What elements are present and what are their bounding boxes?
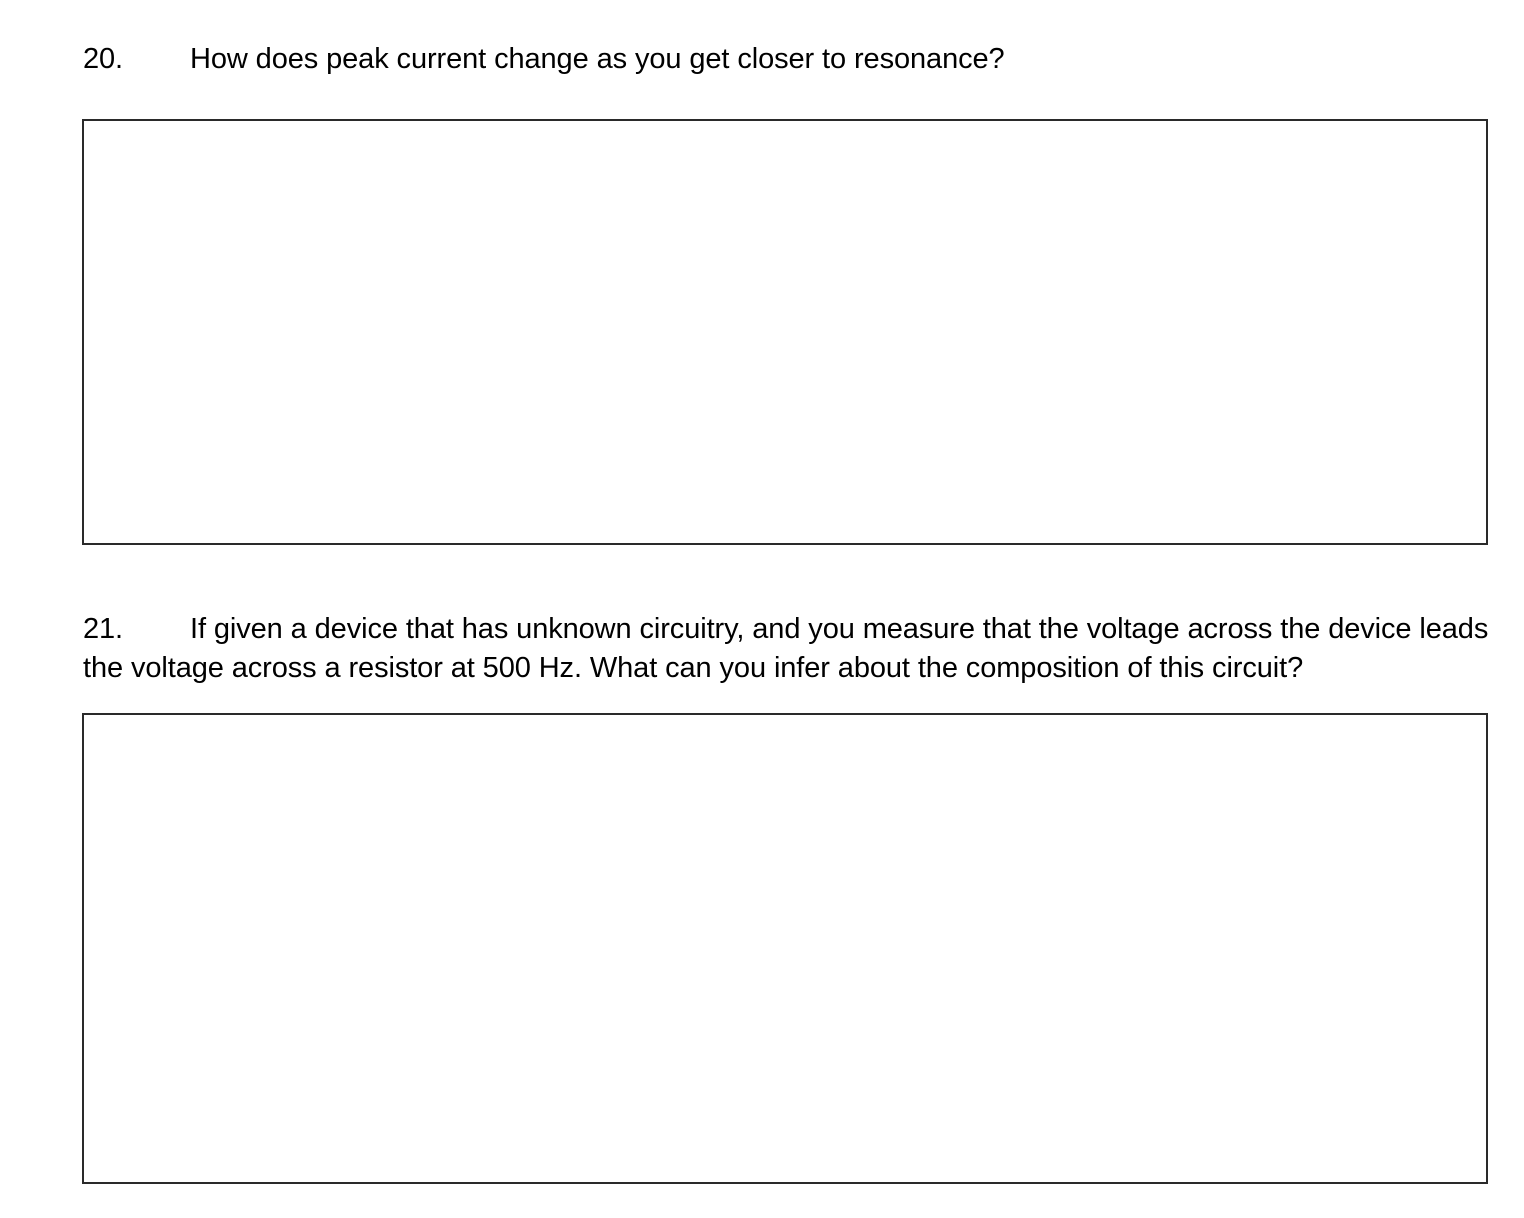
question-21	[83, 610, 1493, 688]
question-text: How does peak current change as you get closer to resonance?	[190, 43, 1005, 75]
question-number: 20.	[83, 43, 124, 75]
answer-box-21[interactable]	[82, 713, 1488, 1184]
answer-box-20[interactable]	[82, 119, 1488, 545]
question-number: 21.	[83, 613, 124, 645]
question-20	[83, 40, 1493, 79]
question-text: If given a device that has unknown circuitry, and you measure that the voltage across the device leads the voltage across a resistor at 500 Hz. What can you infer about the composition of this circuit?	[83, 613, 1489, 684]
